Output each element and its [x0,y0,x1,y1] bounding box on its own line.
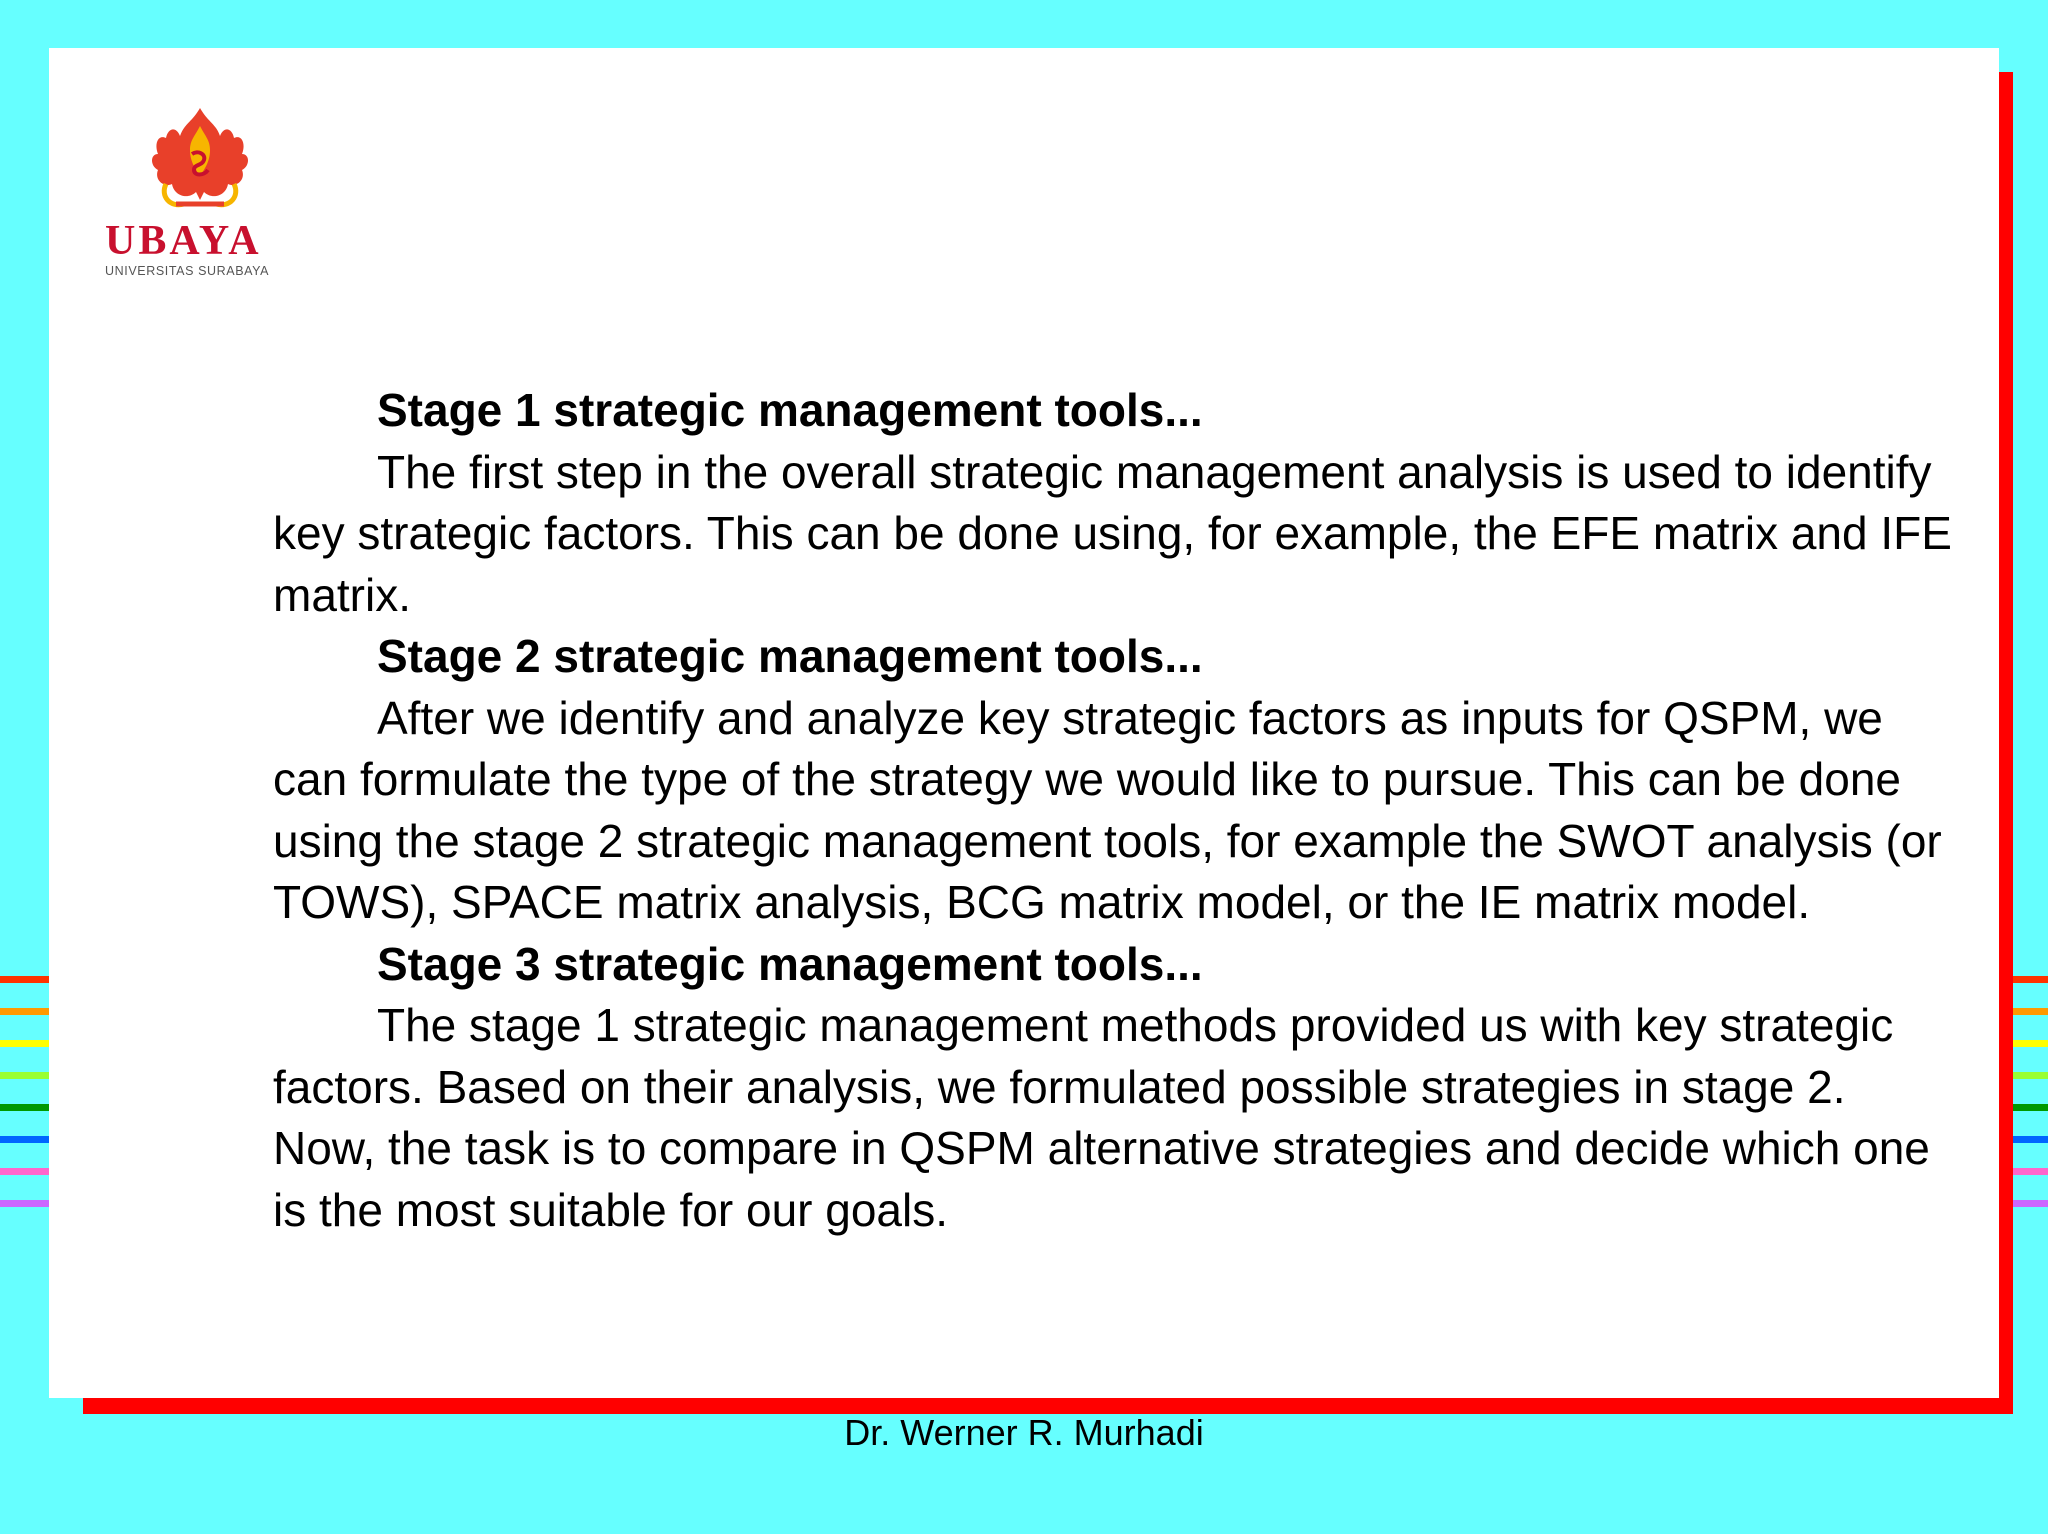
stripe [0,1040,49,1047]
slide-content [273,380,1953,1241]
stage-1-heading: Stage 1 strategic management tools... [377,384,1203,436]
stripe [0,976,49,983]
author-footer: Dr. Werner R. Murhadi [844,1412,1204,1453]
ubaya-logo [105,104,295,284]
stage-2-heading: Stage 2 strategic management tools... [377,630,1203,682]
stage-1-body: The first step in the overall strategic management analysis is used to identify key strategic factors. This can be done using, for example, the EFE matrix and IFE matrix. [273,445,1952,621]
logo-name: UBAYA [105,218,262,264]
stripe [0,1104,49,1111]
stripe [0,1168,49,1175]
stripe [0,1008,49,1015]
flame-emblem-icon [140,104,260,214]
left-color-stripes [0,976,49,1232]
stage-2-body: After we identify and analyze key strategic factors as inputs for QSPM, we can formulate the type of the strategy we would like to pursue. This can be done using the stage 2 strategic management tools, for example the SWOT analysis (or TOWS), SPACE matrix analysis, BCG matrix model, or the IE matrix model. [273,691,1942,928]
logo-subtitle: UNIVERSITAS SURABAYA [105,264,270,278]
stripe [0,1200,49,1207]
stripe [0,1072,49,1079]
stripe [0,1136,49,1143]
stage-3-heading: Stage 3 strategic management tools... [377,937,1203,990]
slide-panel [49,48,1999,1398]
stage-3-body: The stage 1 strategic management methods provided us with key strategic factors. Based on their analysis, we formulated possible strategies in stage 2. Now, the task is to compare in QSPM alternative strategies and decide which one is the most suitable for our goals. [273,999,1930,1236]
